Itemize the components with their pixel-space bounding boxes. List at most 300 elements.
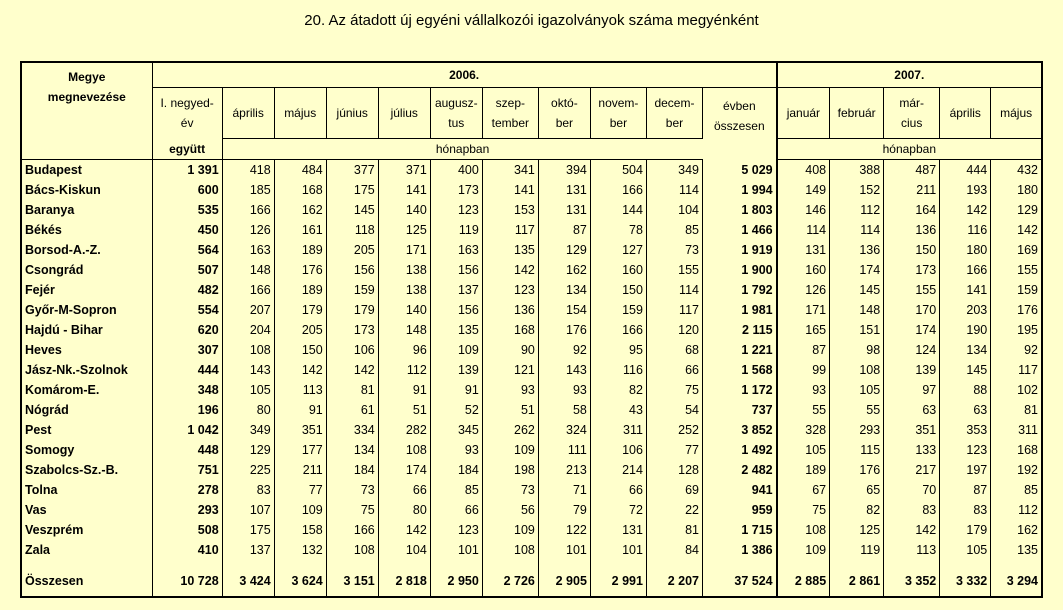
month-2007-value: 134 [940, 340, 991, 360]
month-2006-value: 80 [378, 500, 430, 520]
month-2006-value: 207 [222, 300, 274, 320]
month-2006-value: 143 [538, 360, 590, 380]
month-2006-value: 142 [274, 360, 326, 380]
month-2006-value: 54 [646, 400, 702, 420]
month-2006-value: 171 [378, 240, 430, 260]
year-total-value: 1 900 [702, 260, 776, 280]
month-2006-value: 138 [378, 280, 430, 300]
month-2007-value: 155 [884, 280, 940, 300]
header-line: augusz- [434, 96, 478, 110]
q1-value: 508 [152, 520, 222, 540]
month-2007-value: 197 [940, 460, 991, 480]
month-2006-value: 3 624 [274, 560, 326, 597]
month-2006-value: 162 [274, 200, 326, 220]
month-2006-value: 155 [646, 260, 702, 280]
month-2007-value: 93 [777, 380, 830, 400]
month-2006-value: 106 [326, 340, 378, 360]
month-2006-value: 81 [326, 380, 378, 400]
month-2006-header [590, 88, 646, 139]
month-2007-value: 173 [884, 260, 940, 280]
month-2007-value: 87 [940, 480, 991, 500]
month-2006-header [222, 88, 274, 139]
header-line: szep- [495, 96, 525, 110]
table-row [21, 160, 1042, 181]
month-2006-value: 371 [378, 160, 430, 181]
month-2006-header [482, 88, 538, 139]
month-2006-value: 158 [274, 520, 326, 540]
month-2007-value: 162 [1017, 523, 1038, 537]
month-2006-value: 252 [646, 420, 702, 440]
q1-value: 564 [152, 240, 222, 260]
month-2007-value: 88 [940, 380, 991, 400]
header-line: megnevezése [47, 90, 126, 104]
month-2007-value: 353 [940, 420, 991, 440]
month-2007-value: 179 [940, 520, 991, 540]
month-2007-value: 155 [1017, 263, 1038, 277]
county-name: Veszprém [21, 520, 152, 540]
month-2006-value: 139 [430, 360, 482, 380]
month-2007-value: 136 [884, 220, 940, 240]
table-row [21, 440, 1042, 460]
month-2007-value: 133 [884, 440, 940, 460]
month-2006-value: 175 [326, 180, 378, 200]
month-2006-value: 117 [646, 300, 702, 320]
county-name: Tolna [21, 480, 152, 500]
month-2007-value: 166 [940, 260, 991, 280]
month-2006-value: 51 [378, 400, 430, 420]
month-2006-value: 132 [274, 540, 326, 560]
month-2006-value: 184 [430, 460, 482, 480]
month-2007-header [777, 88, 830, 139]
month-2006-value: 168 [274, 180, 326, 200]
month-2006-value: 159 [326, 280, 378, 300]
month-2006-value: 80 [222, 400, 274, 420]
month-2006-value: 109 [482, 440, 538, 460]
month-2006-value: 87 [538, 220, 590, 240]
month-2007-value: 83 [884, 500, 940, 520]
year-total-value: 941 [702, 480, 776, 500]
month-2007-value: 81 [1024, 403, 1038, 417]
month-2006-value: 156 [430, 300, 482, 320]
month-2006-value: 122 [538, 520, 590, 540]
q1-value: 450 [152, 220, 222, 240]
month-2006-value: 96 [378, 340, 430, 360]
q1-value: 620 [152, 320, 222, 340]
month-2006-value: 176 [274, 260, 326, 280]
month-2007-value: 145 [830, 280, 884, 300]
month-2007-value: 2 885 [777, 560, 830, 597]
month-2007-value: 65 [830, 480, 884, 500]
year-total-value: 1 803 [702, 200, 776, 220]
header-row-sub [21, 139, 1042, 160]
month-2007-value: 217 [884, 460, 940, 480]
month-2006-value: 150 [274, 340, 326, 360]
month-2006-value: 92 [538, 340, 590, 360]
year-total-value: 1 715 [702, 520, 776, 540]
county-name: Budapest [21, 160, 152, 181]
month-2007-value: 169 [1017, 243, 1038, 257]
month-2006-value: 22 [646, 500, 702, 520]
month-2007-value: 142 [884, 520, 940, 540]
month-2007-value: 176 [1017, 303, 1038, 317]
month-2006-value: 225 [222, 460, 274, 480]
month-2007-value: 211 [884, 180, 940, 200]
county-name: Összesen [21, 560, 152, 597]
county-name: Somogy [21, 440, 152, 460]
month-2006-value: 2 991 [590, 560, 646, 597]
header-line: összesen [713, 119, 765, 133]
month-2006-value: 104 [378, 540, 430, 560]
year-total-value: 1 792 [702, 280, 776, 300]
month-2006-value: 101 [538, 540, 590, 560]
year-total-value: 5 029 [702, 160, 776, 181]
header-row-years [21, 62, 1042, 88]
month-2007-value: 174 [830, 260, 884, 280]
month-2006-value: 66 [430, 500, 482, 520]
month-2006-value: 324 [538, 420, 590, 440]
county-name: Nógrád [21, 400, 152, 420]
month-2007-value: 388 [830, 160, 884, 181]
header-line: decem- [654, 96, 695, 110]
month-2007-value: 105 [830, 380, 884, 400]
month-2007-value: 63 [940, 400, 991, 420]
month-2006-value: 91 [430, 380, 482, 400]
month-2006-value: 341 [482, 160, 538, 181]
month-2007-value: 149 [777, 180, 830, 200]
month-2006-value: 148 [378, 320, 430, 340]
month-2006-value: 93 [430, 440, 482, 460]
month-2006-value: 73 [326, 480, 378, 500]
county-name: Komárom-E. [21, 380, 152, 400]
month-2007-value: 190 [940, 320, 991, 340]
month-2006-value: 131 [538, 200, 590, 220]
month-2006-value: 205 [274, 320, 326, 340]
month-2007-value: 165 [777, 320, 830, 340]
table-row [21, 280, 1042, 300]
table-row [21, 180, 1042, 200]
month-2007-value: 142 [940, 200, 991, 220]
month-2007-value: 174 [884, 320, 940, 340]
month-2006-value: 81 [646, 520, 702, 540]
header-line: cius [901, 116, 923, 130]
table-row [21, 540, 1042, 560]
page-title: 20. Az átadott új egyéni vállalkozói igazolványok száma megyénként [304, 12, 759, 29]
year-total-value: 1 919 [702, 240, 776, 260]
month-2006-value: 108 [378, 440, 430, 460]
month-2006-value: 3 151 [326, 560, 378, 597]
month-2006-value: 198 [482, 460, 538, 480]
month-2006-value: 2 726 [482, 560, 538, 597]
month-2006-value: 166 [590, 180, 646, 200]
month-2006-value: 73 [646, 240, 702, 260]
month-2006-value: 106 [590, 440, 646, 460]
q1-value: 600 [152, 180, 222, 200]
month-2007-value: 129 [1017, 203, 1038, 217]
county-name: Heves [21, 340, 152, 360]
month-2006-value: 145 [326, 200, 378, 220]
month-2006-value: 108 [482, 540, 538, 560]
month-2007-value: 408 [777, 160, 830, 181]
month-2006-value: 156 [326, 260, 378, 280]
q1-value: 307 [152, 340, 222, 360]
month-2007-value: 70 [884, 480, 940, 500]
county-name: Szabolcs-Sz.-B. [21, 460, 152, 480]
month-2007-value: 444 [940, 160, 991, 181]
county-name: Hajdú - Bihar [21, 320, 152, 340]
month-2007-value: 99 [777, 360, 830, 380]
month-2007-value: 160 [777, 260, 830, 280]
q1-value: 1 391 [152, 160, 222, 181]
month-2006-value: 185 [222, 180, 274, 200]
month-2006-value: 213 [538, 460, 590, 480]
month-2006-value: 136 [482, 300, 538, 320]
year-total-value: 1 221 [702, 340, 776, 360]
year-total-value: 959 [702, 500, 776, 520]
month-2006-value: 75 [646, 380, 702, 400]
year-total-value: 3 852 [702, 420, 776, 440]
month-2006-value: 131 [590, 520, 646, 540]
month-2006-value: 109 [482, 520, 538, 540]
month-2006-value: 154 [538, 300, 590, 320]
month-2006-value: 123 [430, 200, 482, 220]
header-line: Megye [68, 70, 106, 84]
month-2007-value: 113 [884, 540, 940, 560]
month-2006-value: 66 [646, 360, 702, 380]
table-row [21, 340, 1042, 360]
month-2007-value: 109 [777, 540, 830, 560]
month-2007-value: 98 [830, 340, 884, 360]
month-2007-value: 2 861 [830, 560, 884, 597]
header-line: évben [722, 99, 756, 113]
month-2006-header [378, 88, 430, 139]
q1-value: 482 [152, 280, 222, 300]
month-2007-value: 108 [830, 360, 884, 380]
month-2006-value: 101 [430, 540, 482, 560]
year-total-value: 1 492 [702, 440, 776, 460]
monthly-label-2007: hónapban [777, 139, 1042, 160]
month-2007-value: 311 [1018, 423, 1038, 437]
month-2006-value: 262 [482, 420, 538, 440]
month-2006-value: 79 [538, 500, 590, 520]
month-2006-value: 51 [482, 400, 538, 420]
month-2006-value: 126 [222, 220, 274, 240]
month-2006-value: 127 [590, 240, 646, 260]
header-line: április [949, 106, 981, 120]
month-2006-value: 93 [538, 380, 590, 400]
month-2007-value: 131 [777, 240, 830, 260]
month-2007-value: 75 [777, 500, 830, 520]
month-2006-value: 189 [274, 280, 326, 300]
month-2006-value: 504 [590, 160, 646, 181]
month-2006-value: 58 [538, 400, 590, 420]
month-2006-value: 184 [326, 460, 378, 480]
month-2006-value: 177 [274, 440, 326, 460]
table-row [21, 460, 1042, 480]
month-2006-value: 2 207 [646, 560, 702, 597]
month-2007-value: 139 [884, 360, 940, 380]
month-2006-value: 144 [590, 200, 646, 220]
month-2006-value: 131 [538, 180, 590, 200]
month-2006-value: 179 [274, 300, 326, 320]
month-2006-value: 377 [326, 160, 378, 181]
month-2007-value: 126 [777, 280, 830, 300]
table-row [21, 500, 1042, 520]
month-2006-value: 104 [646, 200, 702, 220]
month-2006-value: 69 [646, 480, 702, 500]
month-2007-value: 112 [1018, 503, 1038, 517]
month-2006-value: 205 [326, 240, 378, 260]
month-2006-value: 120 [646, 320, 702, 340]
year-total-value: 2 115 [702, 320, 776, 340]
month-2006-value: 129 [538, 240, 590, 260]
total-row [21, 560, 1042, 597]
month-2006-value: 82 [590, 380, 646, 400]
month-2007-value: 193 [940, 180, 991, 200]
month-2006-value: 71 [538, 480, 590, 500]
month-2007-value: 135 [1017, 543, 1038, 557]
month-2006-value: 166 [222, 200, 274, 220]
year-total-value: 1 981 [702, 300, 776, 320]
month-2007-value: 125 [830, 520, 884, 540]
month-2006-value: 113 [274, 380, 326, 400]
header-line: I. negyed- [160, 96, 214, 111]
month-2006-value: 173 [326, 320, 378, 340]
month-2006-value: 78 [590, 220, 646, 240]
month-2006-value: 162 [538, 260, 590, 280]
month-2006-value: 85 [646, 220, 702, 240]
month-2006-value: 73 [482, 480, 538, 500]
q1-value: 535 [152, 200, 222, 220]
month-2006-value: 118 [326, 220, 378, 240]
month-2006-value: 101 [590, 540, 646, 560]
month-2007-value: 180 [940, 240, 991, 260]
month-2006-value: 91 [274, 400, 326, 420]
q1-header [152, 88, 222, 139]
month-2006-value: 114 [646, 180, 702, 200]
county-name: Vas [21, 500, 152, 520]
month-2006-value: 2 818 [378, 560, 430, 597]
month-2006-value: 142 [482, 260, 538, 280]
month-2007-value: 171 [777, 300, 830, 320]
header-line: októ- [551, 96, 578, 110]
year-total-value: 1 994 [702, 180, 776, 200]
month-2006-value: 349 [222, 420, 274, 440]
header-line: tus [448, 116, 465, 130]
month-2007-value: 170 [884, 300, 940, 320]
month-2006-header [326, 88, 378, 139]
month-2007-value: 105 [777, 440, 830, 460]
month-2006-value: 175 [222, 520, 274, 540]
month-2007-value: 293 [830, 420, 884, 440]
month-2006-header [430, 88, 482, 139]
month-2006-value: 108 [222, 340, 274, 360]
table-row [21, 200, 1042, 220]
month-2007-value: 116 [940, 220, 991, 240]
month-2007-value: 195 [1017, 323, 1038, 337]
county-name: Győr-M-Sopron [21, 300, 152, 320]
header-line: ber [609, 116, 628, 130]
month-2006-value: 77 [646, 440, 702, 460]
month-2007-value: 83 [940, 500, 991, 520]
empty-cell [21, 139, 152, 160]
month-2006-value: 109 [274, 500, 326, 520]
q1-value: 444 [152, 360, 222, 380]
month-2006-value: 173 [430, 180, 482, 200]
month-2007-value: 87 [777, 340, 830, 360]
month-2006-value: 123 [482, 280, 538, 300]
month-2006-value: 168 [482, 320, 538, 340]
month-2007-value: 67 [777, 480, 830, 500]
month-2006-value: 334 [326, 420, 378, 440]
month-2007-value: 55 [777, 400, 830, 420]
month-2007-value: 150 [884, 240, 940, 260]
month-2006-value: 135 [430, 320, 482, 340]
q1-value: 554 [152, 300, 222, 320]
header-line: július [390, 106, 418, 120]
month-2006-value: 116 [590, 360, 646, 380]
table-row [21, 520, 1042, 540]
month-2006-value: 138 [378, 260, 430, 280]
month-2006-value: 77 [274, 480, 326, 500]
month-2007-value: 146 [777, 200, 830, 220]
month-2006-value: 163 [430, 240, 482, 260]
month-2006-value: 159 [590, 300, 646, 320]
month-2006-value: 161 [274, 220, 326, 240]
q1-value: 348 [152, 380, 222, 400]
month-2007-value: 124 [884, 340, 940, 360]
month-2006-value: 163 [222, 240, 274, 260]
q1-value: 507 [152, 260, 222, 280]
month-2006-value: 90 [482, 340, 538, 360]
month-2007-value: 148 [830, 300, 884, 320]
month-2006-value: 85 [430, 480, 482, 500]
month-2006-value: 135 [482, 240, 538, 260]
month-2006-value: 211 [274, 460, 326, 480]
header-line: június [336, 106, 368, 120]
month-2006-value: 311 [590, 420, 646, 440]
month-2007-header [830, 88, 884, 139]
year-total-value: 37 524 [702, 560, 776, 597]
month-2007-value: 97 [884, 380, 940, 400]
q1-value: 410 [152, 540, 222, 560]
month-2007-value: 159 [1017, 283, 1038, 297]
month-2007-value: 82 [830, 500, 884, 520]
month-2006-value: 174 [378, 460, 430, 480]
month-2007-value: 102 [1017, 383, 1038, 397]
month-2006-value: 137 [222, 540, 274, 560]
header-line: tember [491, 116, 530, 130]
month-2006-value: 117 [482, 220, 538, 240]
month-2007-header [940, 88, 991, 139]
header-row-months [21, 88, 1042, 139]
q1-value: 448 [152, 440, 222, 460]
month-2007-value: 3 294 [1006, 574, 1038, 588]
county-column-header [21, 62, 152, 139]
month-2007-value: 192 [1017, 463, 1038, 477]
monthly-label-2006: hónapban [222, 139, 702, 160]
month-2006-value: 56 [482, 500, 538, 520]
month-2007-value: 3 352 [884, 560, 940, 597]
month-2006-value: 121 [482, 360, 538, 380]
month-2006-value: 349 [646, 160, 702, 181]
month-2006-value: 111 [538, 440, 590, 460]
table-row [21, 360, 1042, 380]
month-2006-value: 107 [222, 500, 274, 520]
month-2006-value: 129 [222, 440, 274, 460]
month-2006-header [274, 88, 326, 139]
month-2006-value: 484 [274, 160, 326, 181]
header-line: május [284, 106, 317, 120]
